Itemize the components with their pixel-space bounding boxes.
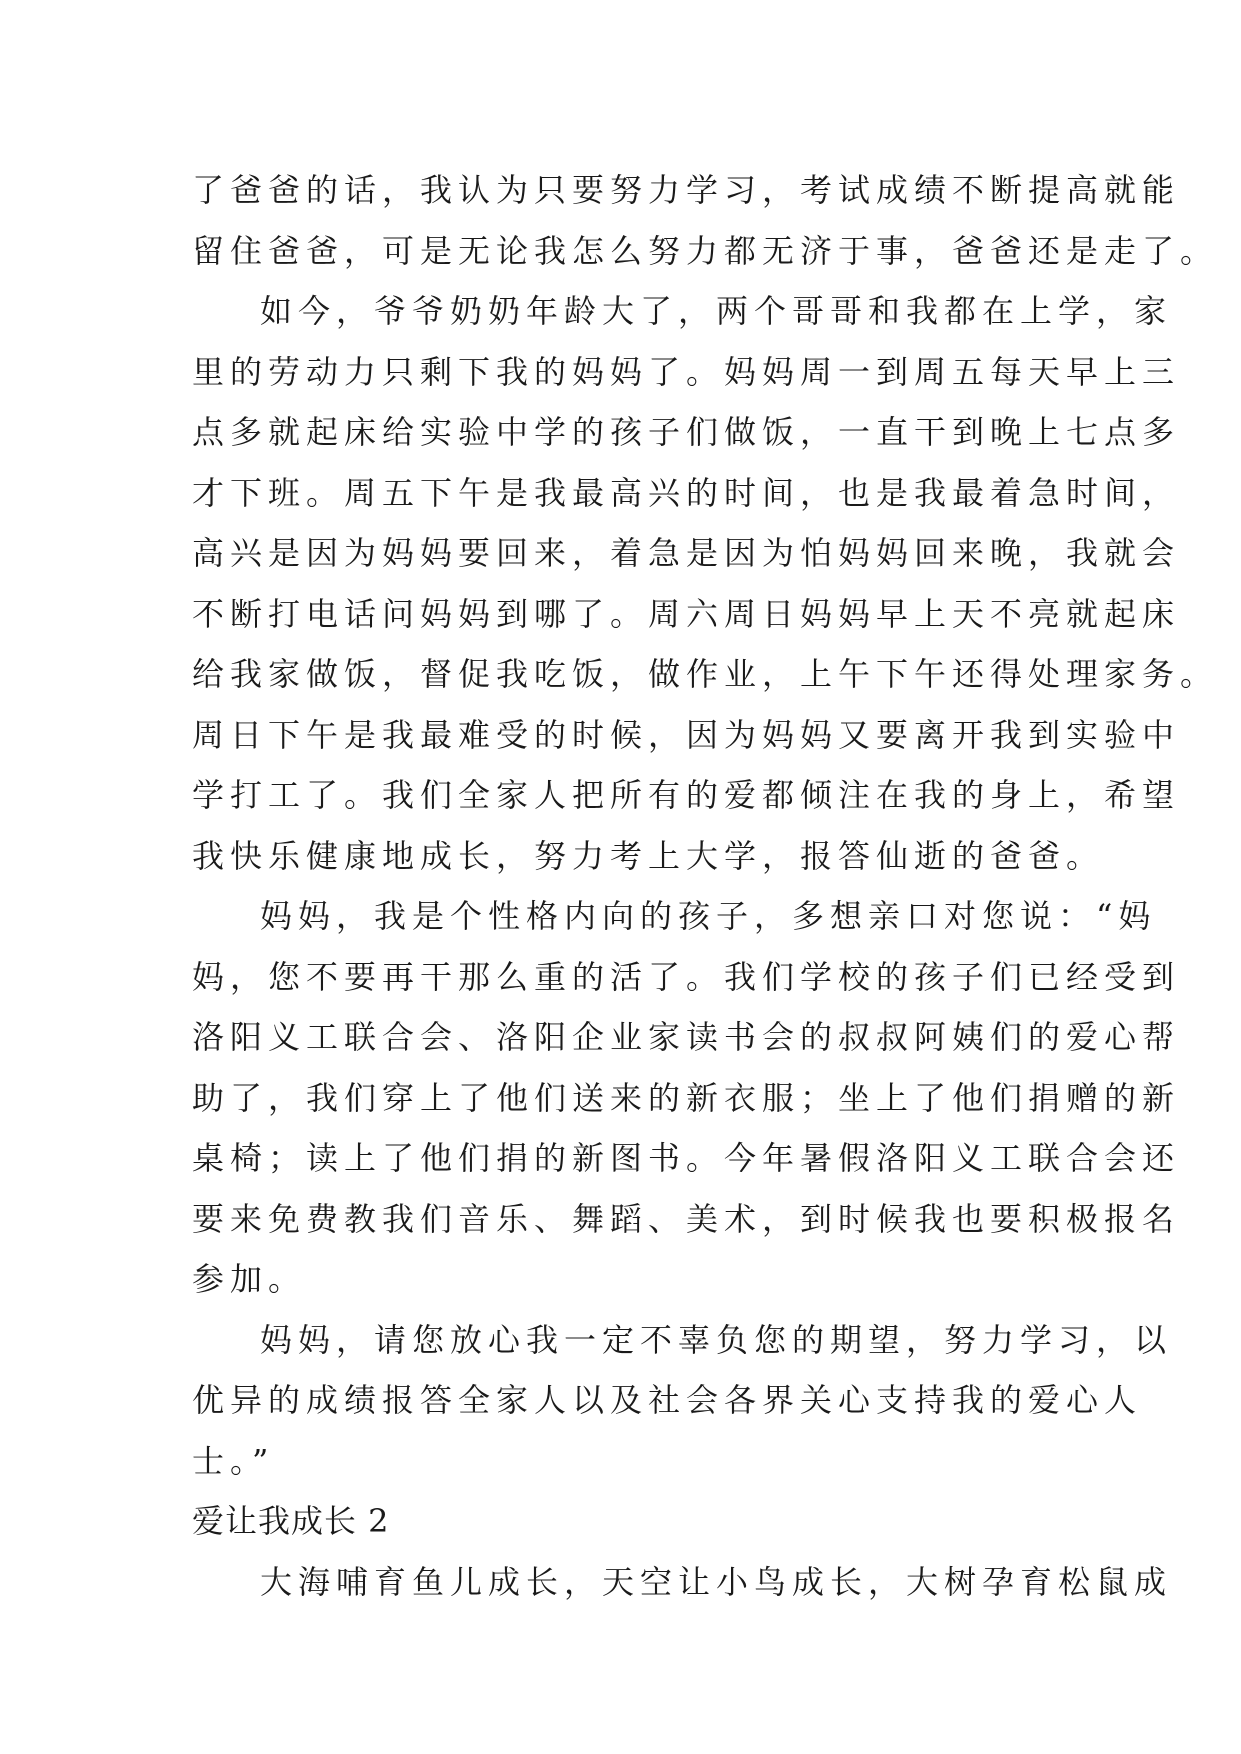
text-line: 我快乐健康地成长，努力考上大学，报答仙逝的爸爸。 [192, 836, 1105, 875]
text-line: 留住爸爸，可是无论我怎么努力都无济于事，爸爸还是走了。 [192, 231, 1219, 270]
text-line: 洛阳义工联合会、洛阳企业家读书会的叔叔阿姨们的爱心帮 [192, 1018, 1181, 1056]
text-line: 要来免费教我们音乐、舞蹈、美术，到时候我也要积极报名 [192, 1199, 1181, 1238]
text-line: 优异的成绩报答全家人以及社会各界关心支持我的爱心人 [192, 1381, 1143, 1419]
text-line: 妈，您不要再干那么重的活了。我们学校的孩子们已经受到 [192, 957, 1181, 996]
text-line: 学打工了。我们全家人把所有的爱都倾注在我的身上，希望 [192, 776, 1181, 814]
paragraph-start: 如今，爷爷奶奶年龄大了，两个哥哥和我都在上学，家 [260, 292, 1173, 330]
text-line: 点多就起床给实验中学的孩子们做饭，一直干到晚上七点多 [192, 413, 1181, 451]
section-heading: 爱让我成长 2 [192, 1502, 390, 1540]
paragraph-start: 妈妈，请您放心我一定不辜负您的期望，努力学习，以 [260, 1320, 1173, 1359]
text-line: 才下班。周五下午是我最高兴的时间，也是我最着急时间， [192, 473, 1181, 512]
text-line: 士。” [192, 1441, 275, 1480]
text-line: 桌椅；读上了他们捐的新图书。今年暑假洛阳义工联合会还 [192, 1139, 1181, 1177]
text-line: 高兴是因为妈妈要回来，着急是因为怕妈妈回来晚，我就会 [192, 534, 1181, 572]
paragraph-start: 妈妈，我是个性格内向的孩子，多想亲口对您说：“妈 [260, 897, 1157, 935]
document-body [192, 160, 1219, 1612]
text-line: 了爸爸的话，我认为只要努力学习，考试成绩不断提高就能 [192, 171, 1181, 209]
text-line: 不断打电话问妈妈到哪了。周六周日妈妈早上天不亮就起床 [192, 594, 1181, 633]
text-line: 里的劳动力只剩下我的妈妈了。妈妈周一到周五每天早上三 [192, 352, 1181, 391]
text-line: 周日下午是我最难受的时候，因为妈妈又要离开我到实验中 [192, 715, 1181, 754]
paragraph-start: 大海哺育鱼儿成长，天空让小鸟成长，大树孕育松鼠成 [260, 1562, 1173, 1601]
text-line: 参加。 [192, 1260, 307, 1298]
text-line: 助了，我们穿上了他们送来的新衣服；坐上了他们捐赠的新 [192, 1078, 1181, 1117]
text-line: 给我家做饭，督促我吃饭，做作业，上午下午还得处理家务。 [192, 655, 1219, 693]
